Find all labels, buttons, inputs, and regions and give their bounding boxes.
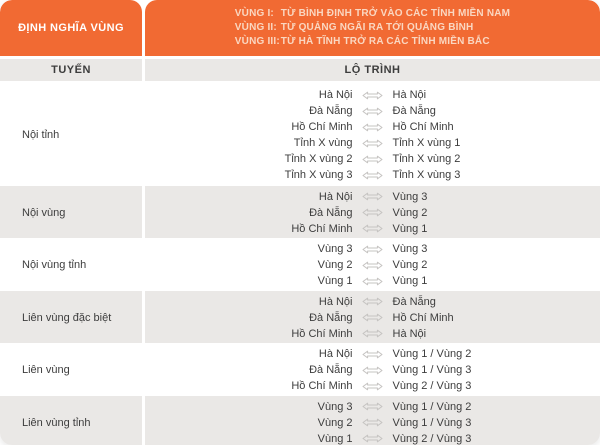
itinerary-pair — [145, 326, 600, 342]
itinerary-pair — [145, 241, 600, 257]
table-row — [0, 343, 600, 392]
itinerary-pair — [145, 103, 600, 119]
origin-label: Đà Nẵng — [309, 364, 353, 377]
double-arrow-icon — [353, 329, 393, 338]
origin-label: Hà Nội — [318, 295, 353, 308]
double-arrow-icon — [353, 366, 393, 375]
destination-label: Vùng 3 — [392, 190, 428, 203]
double-arrow-icon — [353, 402, 393, 411]
itinerary-pair — [145, 135, 600, 151]
double-arrow-icon — [353, 434, 393, 443]
itinerary-pair — [145, 346, 600, 362]
destination-label: Vùng 3 — [392, 243, 428, 256]
double-arrow-icon — [353, 261, 393, 270]
destination-label: Vùng 2 — [392, 206, 428, 219]
route-type-label: Liên vùng tỉnh — [22, 416, 91, 429]
itinerary-pair — [145, 167, 600, 183]
itinerary-pair — [145, 257, 600, 273]
double-arrow-icon — [353, 245, 393, 254]
route-type-label: Liên vùng đặc biệt — [22, 311, 112, 324]
double-arrow-icon — [353, 350, 393, 359]
route-type-label: Nội vùng — [22, 206, 66, 219]
origin-label: Vùng 2 — [317, 259, 353, 272]
destination-label: Đà Nẵng — [392, 295, 436, 308]
route-type-cell — [0, 396, 142, 445]
double-arrow-icon — [353, 418, 393, 427]
route-type-label: Nội tỉnh — [22, 129, 60, 141]
table-row — [0, 291, 600, 340]
column-header-itinerary: LỘ TRÌNH — [145, 59, 600, 81]
itinerary-pair — [145, 151, 600, 167]
double-arrow-icon — [353, 155, 393, 164]
double-arrow-icon — [353, 139, 393, 148]
zone-line-1 — [235, 7, 510, 21]
origin-label: Vùng 2 — [317, 416, 353, 429]
destination-label: Vùng 1 / Vùng 2 — [392, 400, 472, 413]
itinerary-pair — [145, 294, 600, 310]
itinerary-pair — [145, 189, 600, 205]
double-arrow-icon — [353, 192, 393, 201]
itinerary-pair — [145, 415, 600, 431]
itinerary-pair — [145, 205, 600, 221]
origin-label: Đà Nẵng — [309, 105, 353, 117]
origin-label: Đà Nẵng — [309, 311, 353, 324]
origin-label: Đà Nẵng — [309, 206, 353, 219]
itinerary-pair — [145, 431, 600, 445]
itinerary-pair — [145, 378, 600, 394]
origin-label: Hà Nội — [318, 89, 353, 101]
route-type-cell — [0, 84, 142, 186]
destination-label: Tỉnh X vùng 3 — [392, 169, 461, 181]
double-arrow-icon — [353, 313, 393, 322]
zone-3-text: TỪ HÀ TĨNH TRỞ RA CÁC TỈNH MIỀN BẮC — [280, 36, 490, 47]
double-arrow-icon — [353, 277, 393, 286]
table-header-row — [0, 59, 600, 81]
origin-label: Hồ Chí Minh — [291, 380, 353, 393]
origin-label: Vùng 3 — [317, 243, 353, 256]
destination-label: Vùng 1 / Vùng 2 — [392, 348, 472, 361]
double-arrow-icon — [353, 107, 393, 116]
double-arrow-icon — [353, 171, 393, 180]
itinerary-cell — [145, 84, 600, 186]
itinerary-pair — [145, 87, 600, 103]
origin-label: Tỉnh X vùng 2 — [284, 153, 353, 165]
origin-label: Hồ Chí Minh — [291, 121, 353, 133]
route-type-cell — [0, 343, 142, 397]
itinerary-cell — [145, 396, 600, 445]
table-row — [0, 238, 600, 287]
zone-3-label: VÙNG III: — [234, 36, 280, 47]
double-arrow-icon — [353, 382, 393, 391]
destination-label: Vùng 1 / Vùng 3 — [392, 364, 472, 377]
destination-label: Vùng 1 — [392, 275, 428, 288]
table-row — [0, 396, 600, 445]
destination-label: Hà Nội — [392, 89, 427, 101]
destination-label: Vùng 2 / Vùng 3 — [392, 380, 472, 393]
double-arrow-icon — [353, 224, 393, 233]
route-type-cell — [0, 291, 142, 345]
zone-definition-note — [145, 0, 600, 56]
origin-label: Tỉnh X vùng 3 — [284, 169, 353, 181]
double-arrow-icon — [353, 123, 393, 132]
itinerary-cell — [145, 291, 600, 345]
destination-label: Vùng 1 / Vùng 3 — [392, 416, 472, 429]
zone-1-label: VÙNG I: — [234, 8, 274, 19]
itinerary-pair — [145, 273, 600, 289]
double-arrow-icon — [353, 297, 393, 306]
table-row — [0, 186, 600, 235]
origin-label: Tỉnh X vùng — [293, 137, 353, 149]
zone-list — [235, 7, 510, 49]
itinerary-cell — [145, 238, 600, 292]
route-type-label: Nội vùng tỉnh — [22, 259, 87, 272]
table-body — [0, 84, 600, 445]
route-type-label: Liên vùng — [22, 364, 70, 377]
double-arrow-icon — [353, 208, 393, 217]
origin-label: Hồ Chí Minh — [291, 222, 353, 235]
origin-label: Vùng 1 — [317, 275, 353, 288]
destination-label: Hồ Chí Minh — [392, 121, 454, 133]
itinerary-pair — [145, 119, 600, 135]
origin-label: Vùng 3 — [317, 400, 353, 413]
origin-label: Hà Nội — [318, 348, 353, 361]
zone-1-text: TỪ BÌNH ĐỊNH TRỞ VÀO CÁC TỈNH MIỀN NAM — [280, 8, 511, 19]
zone-line-3 — [235, 35, 510, 49]
itinerary-pair — [145, 310, 600, 326]
origin-label: Hồ Chí Minh — [291, 327, 353, 340]
double-arrow-icon — [353, 91, 393, 100]
destination-label: Vùng 1 — [392, 222, 428, 235]
zone-definition-title: ĐỊNH NGHĨA VÙNG — [18, 22, 124, 34]
itinerary-pair — [145, 362, 600, 378]
itinerary-cell — [145, 186, 600, 240]
destination-label: Tỉnh X vùng 1 — [392, 137, 461, 149]
header-band — [0, 0, 600, 56]
origin-label: Vùng 1 — [317, 432, 353, 445]
destination-label: Hồ Chí Minh — [392, 311, 454, 324]
table-row — [0, 84, 600, 183]
origin-label: Hà Nội — [318, 190, 353, 203]
zone-2-text: TỪ QUẢNG NGÃI RA TỚI QUẢNG BÌNH — [280, 22, 474, 33]
zone-definition-header — [0, 0, 142, 56]
itinerary-pair — [145, 399, 600, 415]
zone-line-2 — [235, 21, 510, 35]
itinerary-cell — [145, 343, 600, 397]
route-type-cell — [0, 238, 142, 292]
destination-label: Tỉnh X vùng 2 — [392, 153, 461, 165]
destination-label: Hà Nội — [392, 327, 427, 340]
itinerary-pair — [145, 221, 600, 237]
destination-label: Vùng 2 — [392, 259, 428, 272]
route-type-cell — [0, 186, 142, 240]
column-header-route: TUYẾN — [0, 59, 142, 81]
destination-label: Vùng 2 / Vùng 3 — [392, 432, 472, 445]
destination-label: Đà Nẵng — [392, 105, 436, 117]
zone-2-label: VÙNG II: — [234, 22, 277, 33]
